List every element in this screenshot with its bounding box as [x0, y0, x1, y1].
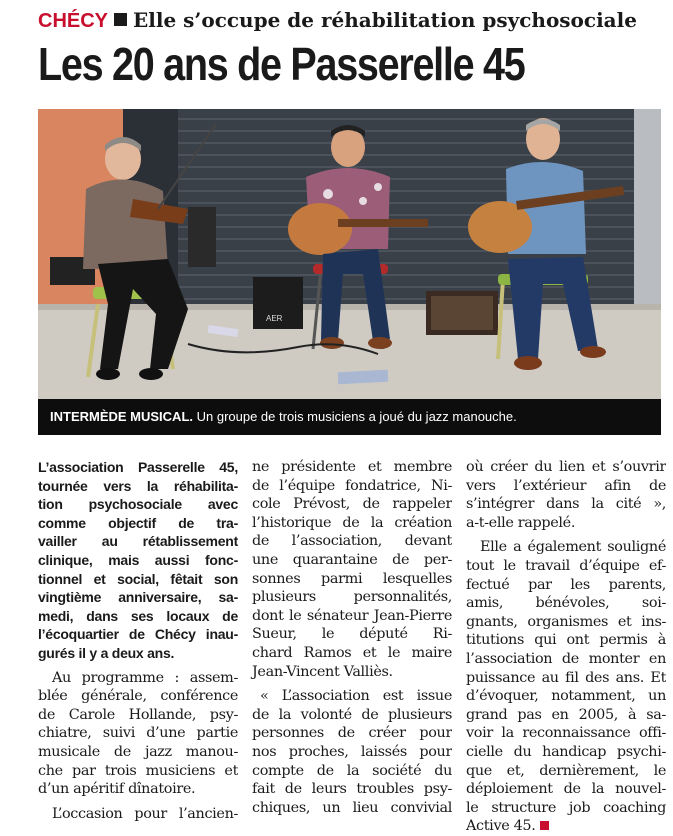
text-line: cielle du handicap psychi- — [466, 743, 666, 760]
text-line: chiatre, suivi d’une partie — [38, 725, 238, 742]
text-line: vingtième anniversaire, sa- — [38, 589, 238, 606]
body-paragraph — [252, 687, 452, 817]
text-line: clinique, mais aussi fonc- — [38, 551, 238, 568]
text-line: où créer du lien et s’ouvrir — [466, 459, 666, 475]
article-photo — [38, 109, 661, 399]
caption-label: INTERMÈDE MUSICAL. — [50, 409, 193, 424]
text-line: l’écoquartier de Chécy inau- — [38, 626, 238, 643]
text-line: l’historique de la création — [252, 514, 452, 531]
text-line: personnes de créer pour — [252, 725, 452, 742]
text-line: grand pas en 2005, à sa- — [466, 706, 666, 723]
text-line: plusieurs personnalités, — [252, 589, 452, 606]
text-line: cole Prévost, de rappeler — [252, 496, 452, 513]
text-line: musicale de jazz manou- — [38, 743, 238, 760]
body-paragraph — [38, 669, 238, 799]
text-line: sonnes parmi lesquelles — [252, 570, 452, 587]
text-line: Sueur, le député Ri- — [252, 626, 452, 643]
text-line: Jean-Vincent Valliès. — [252, 663, 393, 680]
headline: Les 20 ans de Passerelle 45 — [38, 38, 525, 90]
body-paragraph — [466, 458, 666, 532]
text-line: fait de leurs troubles psy- — [252, 781, 452, 798]
text-line: medi, dans ses locaux de — [38, 607, 238, 624]
text-line: tout le travail d’équipe ef- — [466, 557, 666, 574]
kicker-text: Elle s’occupe de réhabilitation psychosociale — [133, 8, 637, 32]
text-line: gurés il y a deux ans. — [38, 644, 175, 661]
text-line: L’association Passerelle 45, — [38, 459, 238, 475]
text-line: d’un apéritif dînatoire. — [38, 781, 196, 798]
article-column-3 — [466, 458, 666, 836]
text-line: titutions qui ont permis à — [466, 632, 666, 649]
text-line: amis, bénévoles, soi- — [466, 595, 666, 612]
text-line: de la volonté de plusieurs — [252, 706, 452, 723]
text-line: gnants, organismes et ins- — [466, 613, 666, 630]
text-line: compte de la société du — [252, 762, 452, 779]
amp-logo: AER — [266, 314, 283, 323]
text-line: déploiement de la nouvel- — [466, 781, 666, 798]
text-line: de Carole Hollande, psy- — [38, 706, 238, 723]
text-line: tournée vers la réhabilita- — [38, 477, 238, 494]
text-line: comme objectif de tra- — [38, 514, 238, 531]
text-line: le structure job coaching — [466, 799, 666, 816]
text-line: chard Ramos et le maire — [252, 644, 452, 661]
text-line: vailler au rétablissement — [38, 533, 238, 550]
text-line: voir la reconnaissance offi- — [466, 725, 666, 742]
body-paragraph — [466, 538, 666, 836]
text-line: tion psychosociale avec — [38, 496, 238, 513]
kicker-place: CHÉCY — [38, 10, 109, 32]
text-line: Au programme : assem- — [52, 669, 238, 686]
square-bullet-icon — [114, 13, 127, 26]
text-line: l’association de monter en — [466, 650, 666, 667]
text-line: che par trois musiciens et — [38, 762, 238, 779]
text-line: de l’équipe fondatrice, Ni- — [252, 477, 452, 494]
text-line: dont le sénateur Jean-Pierre — [252, 607, 452, 624]
body-paragraph — [252, 458, 452, 681]
text-line: chiques, un lieu convivial — [252, 799, 452, 816]
text-line: nos proches, laissés pour — [252, 743, 452, 760]
body-paragraph — [38, 805, 238, 824]
text-line: puissance au fil des ans. Et — [466, 669, 666, 686]
text-line: tionnel et social, fêtait son — [38, 570, 238, 587]
text-line: fectué par les parents, — [466, 576, 666, 593]
text-line: « L’association est issue — [260, 688, 452, 705]
text-line: L’occasion pour l’ancien- — [52, 805, 238, 822]
photo-caption — [38, 399, 661, 435]
text-line: une quarantaine de per- — [252, 551, 452, 568]
musicians-photo-illustration — [38, 109, 661, 399]
text-line: s’intégrer dans la cité », — [466, 496, 666, 513]
text-line — [466, 817, 666, 836]
lead-paragraph — [38, 458, 238, 663]
text-line: blée générale, conférence — [38, 688, 238, 705]
text-line: de l’association, devant — [252, 533, 452, 550]
text-line: Elle a également souligné — [480, 539, 666, 556]
text-line: d’évoquer, notamment, un — [466, 688, 666, 705]
end-of-article-square-icon — [540, 821, 549, 830]
caption-text: Un groupe de trois musiciens a joué du jazz manouche. — [193, 409, 517, 424]
text-line-end: Active 45. — [466, 818, 536, 835]
text-line: que et, dernièrement, le — [466, 762, 666, 779]
kicker — [38, 8, 637, 33]
text-line: a-t-elle rappelé. — [466, 514, 576, 531]
text-line: ne présidente et membre — [252, 459, 452, 475]
article-column-1 — [38, 458, 238, 823]
text-line: vers l’extérieur afin de — [466, 477, 666, 494]
article-column-2 — [252, 458, 452, 817]
